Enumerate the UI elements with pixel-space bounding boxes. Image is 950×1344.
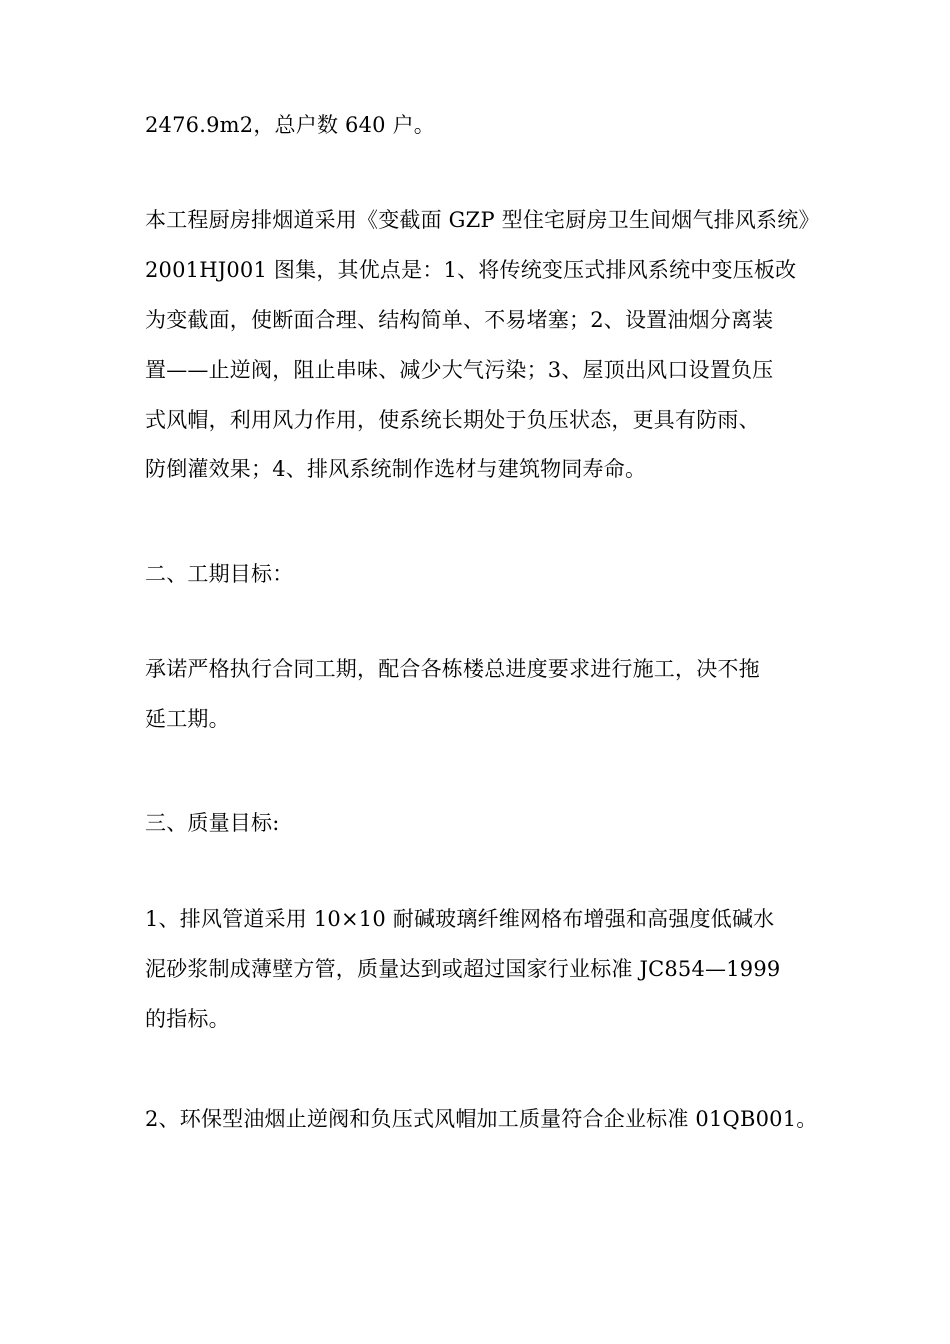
overview-line-3: 为变截面，使断面合理、结构简单、不易堵塞；2、设置油烟分离装 [145, 308, 774, 332]
schedule-line-1: 承诺严格执行合同工期，配合各栋楼总进度要求进行施工，决不拖 [145, 657, 760, 681]
overview-line-4: 置——止逆阀，阻止串味、减少大气污染；3、屋顶出风口设置负压 [145, 358, 774, 382]
overview-line-5: 式风帽，利用风力作用，使系统长期处于负压状态，更具有防雨、 [145, 408, 760, 432]
overview-line-1: 本工程厨房排烟道采用《变截面 GZP 型住宅厨房卫生间烟气排风系统》 [145, 208, 820, 232]
quality-heading: 三、质量目标: [145, 811, 280, 835]
quality-item-2-line-1: 2、环保型油烟止逆阀和负压式风帽加工质量符合企业标准 01QB001。 [145, 1107, 818, 1131]
schedule-heading: 二、工期目标： [145, 562, 294, 586]
overview-line-2: 2001HJ001 图集，其优点是：1、将传统变压式排风系统中变压板改 [145, 258, 797, 282]
quality-item-1-line-2: 泥砂浆制成薄壁方管，质量达到或超过国家行业标准 JC854—1999 [145, 957, 781, 981]
intro-line: 2476.9m2，总户数 640 户。 [145, 113, 435, 137]
quality-item-1-line-3: 的指标。 [145, 1007, 230, 1031]
quality-item-1-line-1: 1、排风管道采用 10×10 耐碱玻璃纤维网格布增强和高强度低碱水 [145, 907, 775, 931]
overview-line-6: 防倒灌效果；4、排风系统制作选材与建筑物同寿命。 [145, 457, 647, 481]
schedule-line-2: 延工期。 [145, 707, 230, 731]
